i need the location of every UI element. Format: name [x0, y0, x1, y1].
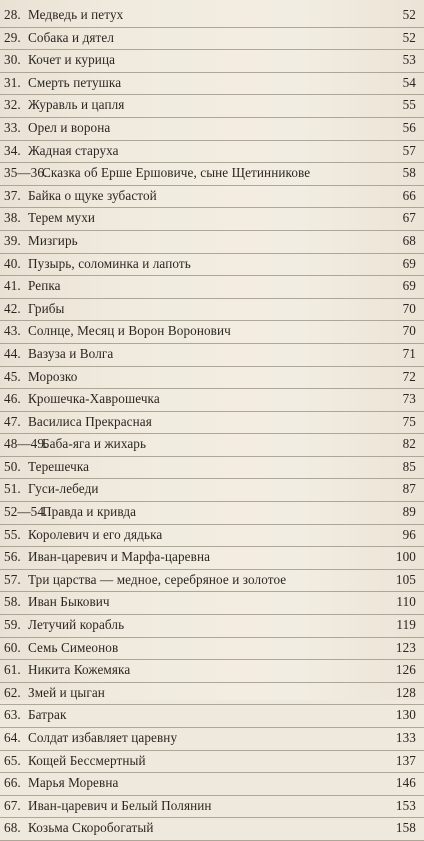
toc-entry[interactable] — [0, 254, 424, 277]
entry-number: 57. — [4, 571, 21, 587]
entry-title: Солнце, Месяц и Ворон Воронович — [28, 323, 231, 339]
toc-entry[interactable] — [0, 141, 424, 164]
entry-number: 67. — [4, 797, 21, 813]
entry-number: 59. — [4, 617, 21, 633]
entry-title: Морозко — [28, 368, 78, 384]
entry-number: 62. — [4, 684, 21, 700]
toc-entry[interactable] — [0, 615, 424, 638]
toc-entry[interactable] — [0, 683, 424, 706]
toc-entry[interactable] — [0, 502, 424, 525]
entry-title: Вазуза и Волга — [28, 345, 114, 361]
entry-title: Солдат избавляет царевну — [28, 730, 178, 745]
entry-page: 58 — [402, 165, 416, 181]
toc-entry[interactable] — [0, 818, 424, 841]
entry-number: 65. — [4, 752, 21, 768]
entry-page: 54 — [402, 74, 416, 90]
toc-entry[interactable] — [0, 728, 424, 751]
entry-number: 42. — [4, 300, 21, 316]
entry-title: Марья Моревна — [28, 775, 119, 791]
entry-page: 69 — [402, 278, 416, 294]
entry-title: Иван Быкович — [28, 594, 110, 610]
entry-number: 66. — [4, 775, 21, 791]
entry-title: Терем мухи — [28, 210, 96, 226]
entry-number: 29. — [4, 29, 21, 45]
toc-entry[interactable] — [0, 434, 424, 457]
toc-entry[interactable] — [0, 389, 424, 412]
entry-number: 64. — [4, 730, 21, 745]
entry-page: 72 — [402, 368, 416, 384]
entry-title: Василиса Прекрасная — [28, 413, 152, 429]
entry-page: 52 — [402, 7, 416, 22]
entry-title: Репка — [28, 278, 61, 294]
entry-page: 96 — [402, 526, 416, 542]
entry-page: 110 — [396, 594, 416, 610]
entry-page: 130 — [395, 707, 416, 723]
toc-entry[interactable] — [0, 796, 424, 819]
entry-title: Грибы — [28, 300, 65, 316]
entry-number: 41. — [4, 278, 21, 294]
entry-page: 133 — [395, 730, 416, 745]
entry-title: Кочет и курица — [28, 52, 116, 68]
toc-entry[interactable] — [0, 276, 424, 299]
entry-page: 158 — [395, 820, 416, 836]
toc-entry[interactable] — [0, 28, 424, 51]
toc-entry[interactable] — [0, 321, 424, 344]
entry-page: 66 — [402, 187, 416, 203]
entry-title: Никита Кожемяка — [28, 662, 131, 678]
entry-title: Баба-яга и жихарь — [42, 436, 147, 452]
entry-number: 38. — [4, 210, 21, 226]
entry-number: 46. — [4, 391, 21, 407]
toc-entry[interactable] — [0, 751, 424, 774]
entry-title: Журавль и цапля — [28, 97, 125, 113]
entry-title: Три царства — медное, серебряное и золотое — [28, 571, 287, 587]
entry-number: 55. — [4, 526, 21, 542]
entry-title: Пузырь, соломинка и лапоть — [28, 255, 191, 271]
toc-entry[interactable] — [0, 592, 424, 615]
toc-entry[interactable] — [0, 344, 424, 367]
entry-page: 126 — [395, 662, 416, 678]
toc-entry[interactable] — [0, 479, 424, 502]
entry-page: 82 — [402, 436, 416, 452]
entry-title: Сказка об Ерше Ершовиче, сыне Щетинникове — [42, 165, 311, 181]
entry-number: 61. — [4, 662, 21, 678]
entry-page: 89 — [402, 504, 416, 520]
entry-page: 137 — [395, 752, 416, 768]
toc-entry[interactable] — [0, 186, 424, 209]
entry-number: 35—36. — [4, 165, 48, 181]
toc-entry[interactable] — [0, 412, 424, 435]
toc-entry[interactable] — [0, 231, 424, 254]
entry-title: Иван-царевич и Белый Полянин — [28, 797, 212, 813]
entry-title: Собака и дятел — [28, 29, 115, 45]
entry-title: Жадная старуха — [28, 142, 119, 158]
entry-page: 55 — [402, 97, 416, 113]
toc-entry[interactable] — [0, 50, 424, 73]
entry-title: Мизгирь — [28, 232, 78, 248]
entry-title: Гуси-лебеди — [28, 481, 99, 497]
entry-number: 68. — [4, 820, 21, 836]
entry-title: Байка о щуке зубастой — [28, 187, 157, 203]
toc-entry[interactable] — [0, 367, 424, 390]
entry-number: 32. — [4, 97, 21, 113]
entry-page: 100 — [395, 549, 416, 565]
entry-page: 85 — [402, 458, 416, 474]
entry-page: 70 — [402, 300, 416, 316]
toc-entry[interactable] — [0, 457, 424, 480]
entry-title: Крошечка-Хаврошечка — [28, 391, 160, 407]
entry-page: 73 — [402, 391, 416, 407]
entry-page: 70 — [402, 323, 416, 339]
entry-page: 87 — [402, 481, 416, 497]
toc-entry[interactable] — [0, 163, 424, 186]
toc-entry[interactable] — [0, 705, 424, 728]
entry-number: 48—49. — [4, 436, 48, 452]
toc-entry[interactable] — [0, 208, 424, 231]
entry-number: 31. — [4, 74, 21, 90]
toc-entry[interactable] — [0, 118, 424, 141]
entry-page: 53 — [402, 52, 416, 68]
entry-page: 68 — [402, 232, 416, 248]
toc-entry[interactable] — [0, 95, 424, 118]
entry-title: Медведь и петух — [28, 7, 124, 22]
entry-page: 52 — [402, 29, 416, 45]
entry-page: 75 — [402, 413, 416, 429]
entry-number: 44. — [4, 345, 21, 361]
entry-number: 50. — [4, 458, 21, 474]
toc-entry[interactable] — [0, 570, 424, 593]
entry-title: Летучий корабль — [28, 617, 125, 633]
entry-page: 123 — [395, 639, 416, 655]
entry-page: 56 — [402, 119, 416, 135]
entry-title: Козьма Скоробогатый — [28, 820, 154, 836]
entry-title: Иван-царевич и Марфа-царевна — [28, 549, 211, 565]
entry-title: Терешечка — [28, 458, 90, 474]
entry-page: 69 — [402, 255, 416, 271]
entry-number: 39. — [4, 232, 21, 248]
toc-entry[interactable] — [0, 299, 424, 322]
entry-number: 51. — [4, 481, 21, 497]
entry-number: 43. — [4, 323, 21, 339]
entry-number: 47. — [4, 413, 21, 429]
entry-number: 56. — [4, 549, 21, 565]
entry-page: 153 — [395, 797, 416, 813]
toc-entry[interactable] — [0, 773, 424, 796]
entry-number: 45. — [4, 368, 21, 384]
entry-page: 119 — [396, 617, 416, 633]
entry-number: 33. — [4, 119, 21, 135]
toc-entry[interactable] — [0, 660, 424, 683]
entry-title: Семь Симеонов — [28, 639, 119, 655]
entry-page: 105 — [395, 571, 416, 587]
entry-title: Правда и кривда — [42, 504, 137, 520]
entry-number: 58. — [4, 594, 21, 610]
entry-title: Змей и цыган — [28, 684, 105, 700]
entry-title: Королевич и его дядька — [28, 526, 163, 542]
entry-page: 146 — [395, 775, 416, 791]
entry-number: 28. — [4, 7, 21, 22]
entry-number: 34. — [4, 142, 21, 158]
entry-number: 40. — [4, 255, 21, 271]
entry-page: 71 — [402, 345, 416, 361]
entry-number: 60. — [4, 639, 21, 655]
table-of-contents — [0, 5, 424, 841]
toc-entry[interactable] — [0, 547, 424, 570]
entry-title: Смерть петушка — [28, 74, 122, 90]
entry-title: Орел и ворона — [28, 119, 111, 135]
entry-page: 128 — [395, 684, 416, 700]
toc-entry[interactable] — [0, 5, 424, 28]
entry-title: Батрак — [28, 707, 67, 723]
entry-number: 52—54. — [4, 504, 48, 520]
entry-number: 37. — [4, 187, 21, 203]
toc-entry[interactable] — [0, 73, 424, 96]
entry-page: 67 — [402, 210, 416, 226]
entry-page: 57 — [402, 142, 416, 158]
toc-entry[interactable] — [0, 525, 424, 548]
toc-entry[interactable] — [0, 638, 424, 661]
entry-number: 63. — [4, 707, 21, 723]
entry-title: Кощей Бессмертный — [28, 752, 146, 768]
entry-number: 30. — [4, 52, 21, 68]
